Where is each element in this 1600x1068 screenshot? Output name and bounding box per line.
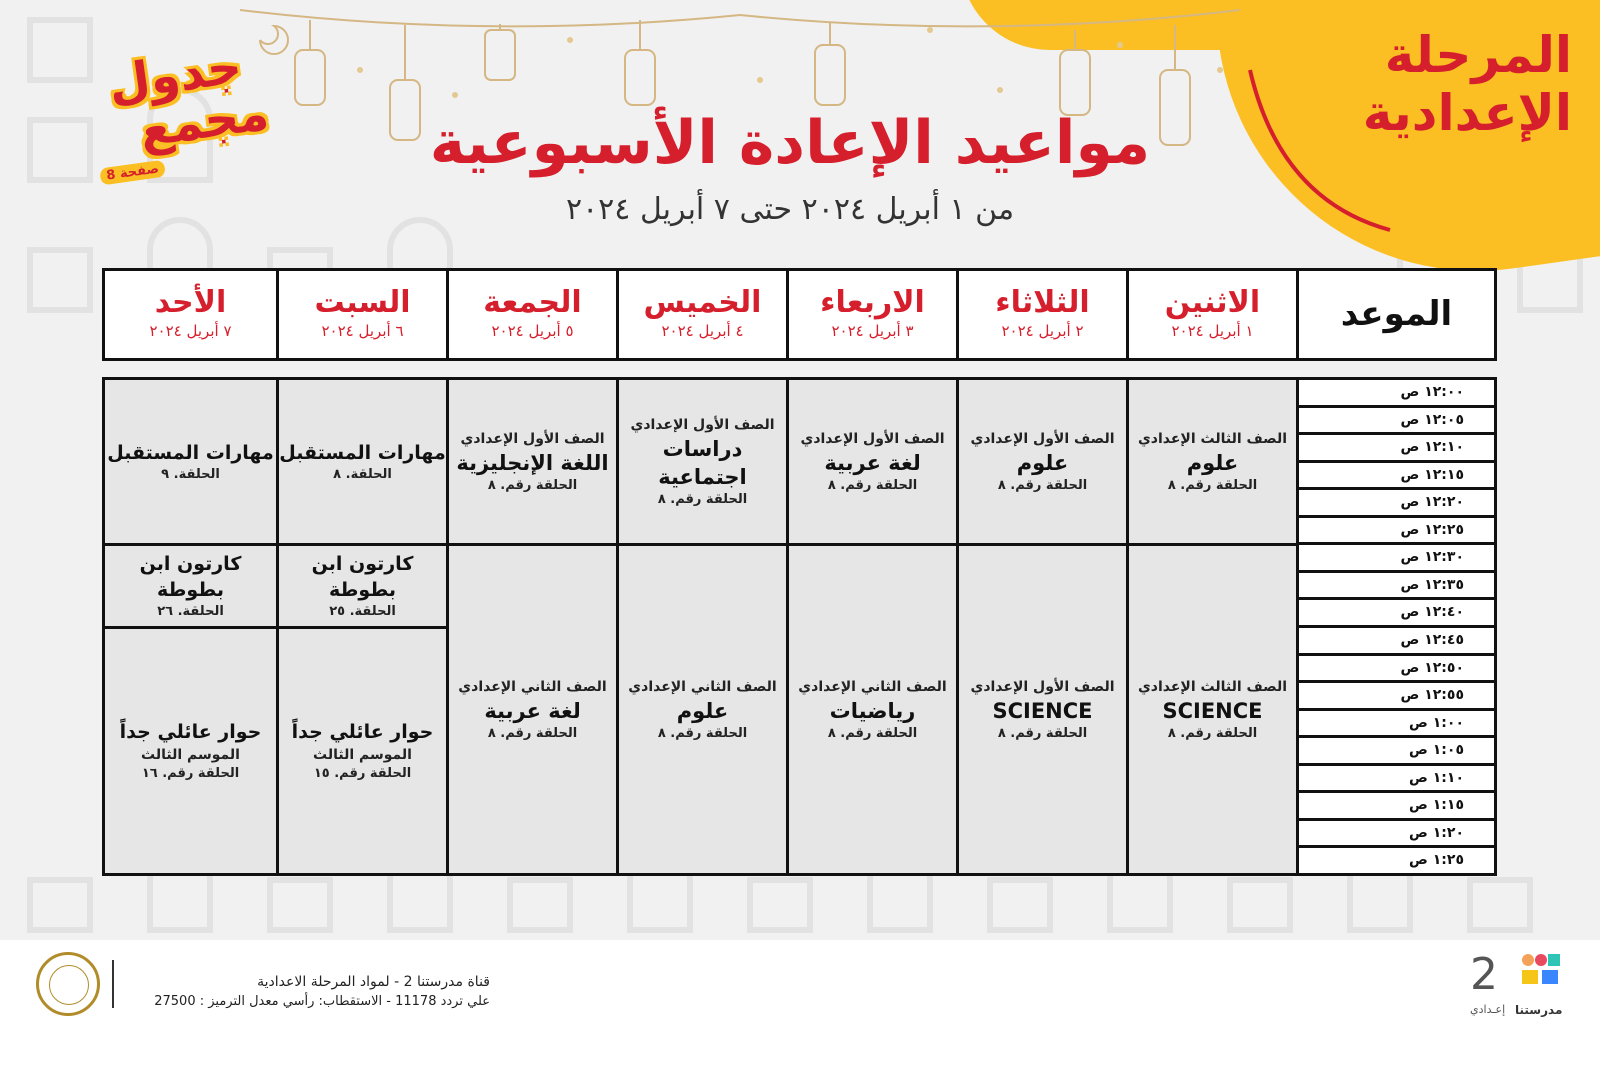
time-label: ١٢:٢٥ ص xyxy=(1400,521,1464,538)
page-subtitle: من ١ أبريل ٢٠٢٤ حتى ٧ أبريل ٢٠٢٤ xyxy=(565,192,1015,227)
slot-grade: الصف الثاني الإعدادي xyxy=(628,678,777,695)
slot-tuesday-2 xyxy=(959,546,1126,873)
slot-title: كارتون ابن بطوطة xyxy=(311,553,414,601)
slot-monday-2 xyxy=(1129,546,1296,873)
slot-subject: دراسات اجتماعية xyxy=(658,436,747,489)
time-label: ١٢:٠٠ ص xyxy=(1400,384,1464,400)
day-header-saturday xyxy=(279,271,446,358)
day-name: الاربعاء xyxy=(820,285,925,320)
slot-grade: الصف الثاني الإعدادي xyxy=(458,678,607,695)
slot-subject: لغة عربية xyxy=(484,698,581,723)
slot-title: كارتون ابن بطوطة xyxy=(139,553,242,601)
schedule-header-row xyxy=(102,268,1497,361)
time-slot xyxy=(1299,821,1494,846)
slot-title: حوار عائلي جداً xyxy=(119,721,262,743)
slot-subject: رياضيات xyxy=(829,698,916,723)
madrasatna-logo-icon xyxy=(1520,952,1562,998)
slot-saturday-cartoon xyxy=(279,546,446,626)
time-label: ١:٠٥ ص xyxy=(1409,742,1464,759)
time-slot xyxy=(1299,600,1494,625)
time-slot xyxy=(1299,683,1494,708)
slot-episode: الحلقة رقم. ٨ xyxy=(1167,725,1258,741)
schedule-body xyxy=(102,377,1497,876)
footer-frequency-line: علي تردد 11178 - الاستقطاب: رأسي معدل الترميز : 27500 xyxy=(154,994,490,1009)
time-label: ١٢:٣٠ ص xyxy=(1400,549,1464,566)
ministry-seal-logo xyxy=(36,952,100,1016)
channel-number: 2 xyxy=(1470,949,1498,1000)
time-slot xyxy=(1299,738,1494,763)
time-slot xyxy=(1299,435,1494,460)
time-slot xyxy=(1299,518,1494,543)
slot-monday-1 xyxy=(1129,380,1296,543)
slot-episode: الحلقة. ٨ xyxy=(333,466,392,482)
slot-episode: الحلقة رقم. ٨ xyxy=(827,477,918,493)
slot-episode: الحلقة رقم. ٨ xyxy=(657,725,748,741)
slot-sunday-family xyxy=(105,629,276,873)
slot-subject: علوم xyxy=(676,698,729,723)
slot-subject: SCIENCE xyxy=(992,698,1093,723)
slot-episode: الحلقة رقم. ١٥ xyxy=(313,766,412,781)
slot-friday-1 xyxy=(449,380,616,543)
slot-grade: الصف الأول الإعدادي xyxy=(630,416,775,433)
footer-channel-line: قناة مدرستنا 2 - لمواد المرحلة الاعدادية xyxy=(257,974,490,990)
time-slot xyxy=(1299,628,1494,653)
slot-grade: الصف الأول الإعدادي xyxy=(460,430,605,447)
day-name: الثلاثاء xyxy=(995,285,1090,320)
slot-sunday-cartoon xyxy=(105,546,276,626)
stage-title-line2: الإعدادية xyxy=(1362,84,1572,142)
time-slot xyxy=(1299,793,1494,818)
day-header-friday xyxy=(449,271,616,358)
slot-saturday-family xyxy=(279,629,446,873)
time-slot xyxy=(1299,766,1494,791)
time-label: ١:١٠ ص xyxy=(1409,769,1464,786)
day-name: الجمعة xyxy=(483,285,582,320)
day-date: ٣ أبريل ٢٠٢٤ xyxy=(831,322,914,340)
channel-sub-label: إعـدادي xyxy=(1470,1003,1506,1016)
day-date: ٥ أبريل ٢٠٢٤ xyxy=(491,322,574,340)
day-date: ٤ أبريل ٢٠٢٤ xyxy=(661,322,744,340)
slot-wednesday-2 xyxy=(789,546,956,873)
time-slot xyxy=(1299,848,1494,873)
slot-saturday-1 xyxy=(279,380,446,543)
slot-sunday-1 xyxy=(105,380,276,543)
time-header: الموعد xyxy=(1340,294,1453,334)
time-header-cell xyxy=(1299,271,1494,358)
time-slot xyxy=(1299,408,1494,433)
slot-subject: اللغة الإنجليزية xyxy=(456,450,609,475)
time-label: ١٢:٥٠ ص xyxy=(1400,659,1464,676)
slot-episode: الحلقة. ٩ xyxy=(161,466,220,482)
badge-line2: مجمع xyxy=(136,84,272,159)
time-slot xyxy=(1299,380,1494,405)
slot-wednesday-1 xyxy=(789,380,956,543)
slot-grade: الصف الأول الإعدادي xyxy=(970,678,1115,695)
slot-season: الموسم الثالث xyxy=(313,747,412,763)
time-label: ١:١٥ ص xyxy=(1409,797,1464,814)
time-label: ١:٢٠ ص xyxy=(1409,824,1464,841)
slot-episode: الحلقة رقم. ٨ xyxy=(487,725,578,741)
day-name: الأحد xyxy=(154,285,227,320)
day-date: ٢ أبريل ٢٠٢٤ xyxy=(1001,322,1084,340)
slot-subject: SCIENCE xyxy=(1162,698,1263,723)
time-label: ١:٠٠ ص xyxy=(1409,714,1464,731)
slot-episode: الحلقة رقم. ٨ xyxy=(997,477,1088,493)
stage-title-line1: المرحلة xyxy=(1384,26,1572,84)
slot-episode: الحلقة رقم. ٨ xyxy=(997,725,1088,741)
footer-info xyxy=(130,972,490,1012)
slot-grade: الصف الثالث الإعدادي xyxy=(1137,430,1288,447)
time-label: ١٢:٣٥ ص xyxy=(1400,576,1464,593)
slot-subject: لغة عربية xyxy=(824,450,921,475)
stage-title xyxy=(1252,26,1572,142)
time-label: ١٢:٥٥ ص xyxy=(1400,687,1464,704)
day-header-tuesday xyxy=(959,271,1126,358)
time-label: ١٢:٤٥ ص xyxy=(1400,632,1464,648)
slot-grade: الصف الثاني الإعدادي xyxy=(798,678,947,695)
day-date: ١ أبريل ٢٠٢٤ xyxy=(1171,322,1254,340)
slot-episode: الحلقة رقم. ٨ xyxy=(657,491,748,507)
day-header-sunday xyxy=(105,271,276,358)
day-header-wednesday xyxy=(789,271,956,358)
time-slot xyxy=(1299,573,1494,598)
slot-episode: الحلقة رقم. ٨ xyxy=(487,477,578,493)
slot-title: مهارات المستقبل xyxy=(279,441,446,464)
time-slot xyxy=(1299,545,1494,570)
slot-episode: الحلقة رقم. ٨ xyxy=(827,725,918,741)
time-slot xyxy=(1299,490,1494,515)
slot-friday-2 xyxy=(449,546,616,873)
day-date: ٦ أبريل ٢٠٢٤ xyxy=(321,322,404,340)
day-header-monday xyxy=(1129,271,1296,358)
slot-title: حوار عائلي جداً xyxy=(291,721,434,743)
slot-episode: الحلقة. ٢٦ xyxy=(157,604,224,619)
slot-grade: الصف الثالث الإعدادي xyxy=(1137,678,1288,695)
time-slot xyxy=(1299,656,1494,681)
time-label: ١٢:١٠ ص xyxy=(1400,439,1464,456)
slot-thursday-1 xyxy=(619,380,786,543)
slot-grade: الصف الأول الإعدادي xyxy=(970,430,1115,447)
time-label: ١:٢٥ ص xyxy=(1409,852,1464,869)
day-header-thursday xyxy=(619,271,786,358)
day-name: السبت xyxy=(314,285,411,320)
slot-episode: الحلقة. ٢٥ xyxy=(329,604,396,619)
badge-line1: جدول xyxy=(104,38,246,113)
madrasatna-logo-name: مدرستنا xyxy=(1515,1003,1563,1017)
slot-thursday-2 xyxy=(619,546,786,873)
slot-title: مهارات المستقبل xyxy=(107,441,274,464)
time-label: ١٢:٠٥ ص xyxy=(1400,411,1464,428)
slot-subject: علوم xyxy=(1186,450,1239,475)
day-name: الاثنين xyxy=(1164,285,1261,320)
footer-separator xyxy=(112,960,114,1008)
time-label: ١٢:٢٠ ص xyxy=(1400,494,1464,511)
badge-page: صفحة 8 xyxy=(99,160,165,186)
day-name: الخميس xyxy=(643,285,762,320)
time-label: ١٢:١٥ ص xyxy=(1400,466,1464,483)
slot-episode: الحلقة رقم. ٨ xyxy=(1167,477,1258,493)
time-label: ١٢:٤٠ ص xyxy=(1400,604,1464,621)
day-date: ٧ أبريل ٢٠٢٤ xyxy=(149,322,232,340)
seal-inner-ring xyxy=(49,965,89,1005)
slot-episode: الحلقة رقم. ١٦ xyxy=(141,766,240,781)
time-slot xyxy=(1299,463,1494,488)
slot-grade: الصف الأول الإعدادي xyxy=(800,430,945,447)
slot-season: الموسم الثالث xyxy=(141,747,240,763)
slot-subject: علوم xyxy=(1016,450,1069,475)
slot-tuesday-1 xyxy=(959,380,1126,543)
page-title: مواعيد الإعادة الأسبوعية xyxy=(429,108,1151,178)
time-slot xyxy=(1299,711,1494,736)
